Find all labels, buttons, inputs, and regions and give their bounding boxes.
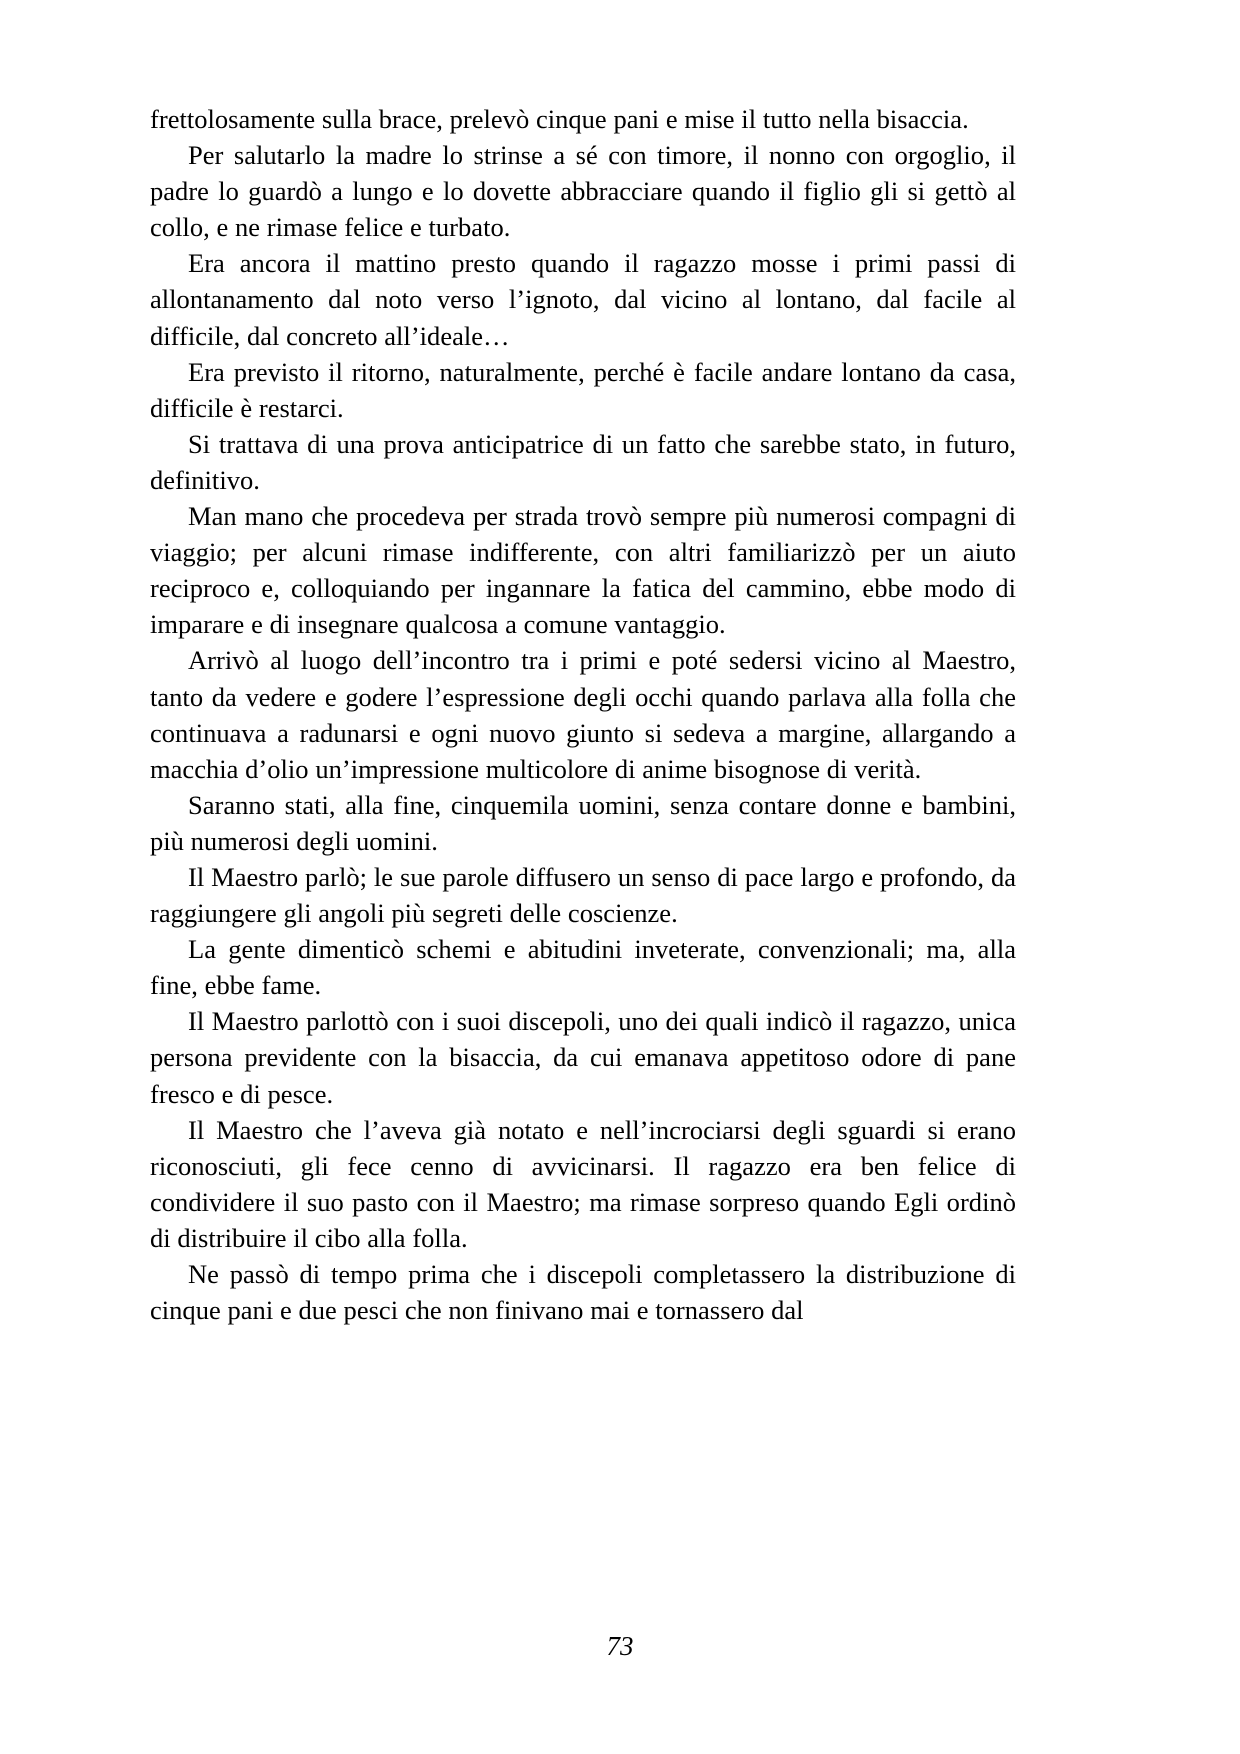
paragraph-il-maestro-parlotto: Il Maestro parlottò con i suoi discepoli, uno dei quali indicò il ragazzo, unica persona previdente con la bisaccia, da cui emanava appetitoso odore di pane fresco e di pesce.	[150, 1006, 1016, 1109]
paragraph-era-previsto: Era previsto il ritorno, naturalmente, perché è facile andare lontano da casa, difficile è restarci.	[150, 356, 1016, 423]
body-text-block	[150, 101, 1016, 1328]
paragraph-man-mano: Man mano che procedeva per strada trovò sempre più numerosi compagni di viaggio; per alcuni rimase indifferente, con altri familiarizzò per un aiuto reciproco e, colloquiando per ingannare la fatica del cammino, ebbe modo di imparare e di insegnare qualcosa a comune vantaggio.	[150, 501, 1016, 640]
paragraph-arrivo: Arrivò al luogo dell’incontro tra i primi e poté sedersi vicino al Maestro, tanto da vedere e godere l’espressione degli occhi quando parlava alla folla che continuava a radunarsi e ogni nuovo giunto si sedeva a margine, allargando a macchia d’olio un’impressione multicolore di anime bisognose di verità.	[150, 645, 1016, 784]
paragraph-il-maestro-aveva: Il Maestro che l’aveva già notato e nell’incrociarsi degli sguardi si erano riconosciuti, gli fece cenno di avvicinarsi. Il ragazzo era ben felice di condividere il suo pasto con il Maestro; ma rimase sorpreso quando Egli ordinò di distribuire il cibo alla folla.	[150, 1114, 1016, 1253]
paragraph-era-ancora: Era ancora il mattino presto quando il ragazzo mosse i primi passi di allontanamento dal noto verso l’ignoto, dal vicino al lontano, dal facile al difficile, dal concreto all’ideale…	[150, 248, 1016, 351]
paragraph-continuation: frettolosamente sulla brace, prelevò cinque pani e mise il tutto nella bisaccia.	[150, 104, 969, 134]
paragraph-saranno-stati: Saranno stati, alla fine, cinquemila uomini, senza contare donne e bambini, più numerosi degli uomini.	[150, 789, 1016, 856]
page-number: 73	[606, 1631, 634, 1661]
paragraph-la-gente: La gente dimenticò schemi e abitudini inveterate, convenzionali; ma, alla fine, ebbe fame.	[150, 934, 1016, 1001]
paragraph-il-maestro-parlo: Il Maestro parlò; le sue parole diffusero un senso di pace largo e profondo, da raggiungere gli angoli più segreti delle coscienze.	[150, 861, 1016, 929]
paragraph-per-salutarlo: Per salutarlo la madre lo strinse a sé con timore, il nonno con orgoglio, il padre lo guardò a lungo e lo dovette abbracciare quando il figlio gli si gettò al collo, e ne rimase felice e turbato.	[150, 140, 1016, 243]
paragraph-ne-passo: Ne passò di tempo prima che i discepoli completassero la distribuzione di cinque pani e due pesci che non finivano mai e tornassero dal	[150, 1259, 1016, 1326]
paragraph-si-trattava: Si trattava di una prova anticipatrice di un fatto che sarebbe stato, in futuro, definitivo.	[150, 428, 1016, 495]
